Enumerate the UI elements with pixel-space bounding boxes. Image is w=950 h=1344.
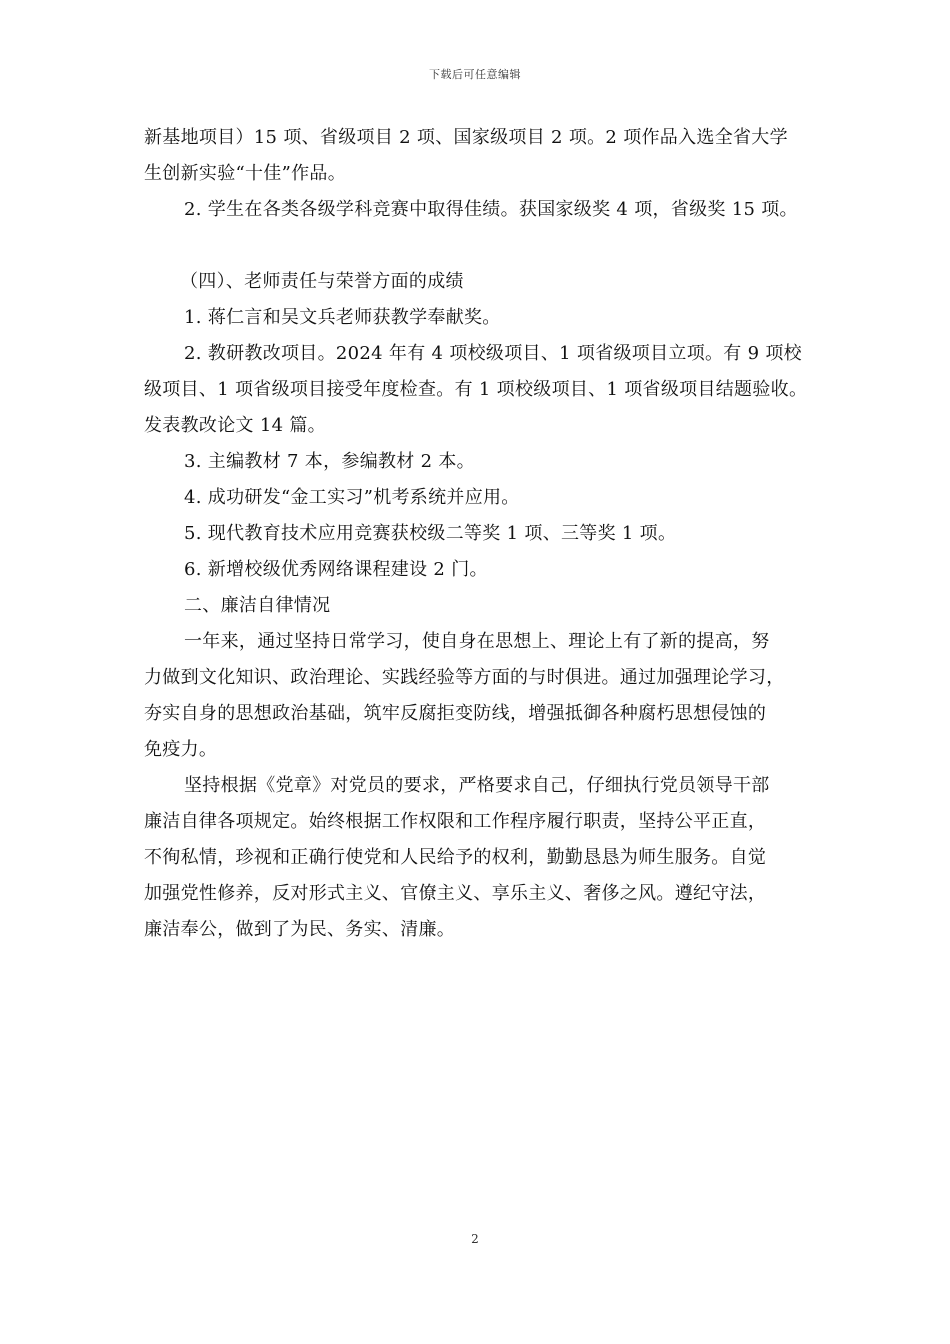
paragraph-line: 不徇私情，珍视和正确行使党和人民给予的权利，勤勤恳恳为师生服务。自觉	[144, 847, 767, 868]
section-heading: 二、廉洁自律情况	[184, 595, 331, 616]
list-item: 5. 现代教育技术应用竞赛获校级二等奖 1 项、三等奖 1 项。	[184, 523, 677, 544]
paragraph-line: 夯实自身的思想政治基础，筑牢反腐拒变防线，增强抵御各种腐朽思想侵蚀的	[144, 703, 767, 724]
paragraph-line: 坚持根据《党章》对党员的要求，严格要求自己，仔细执行党员领导干部	[184, 775, 770, 796]
page-number: 2	[471, 1232, 479, 1246]
paragraph-line: 发表教改论文 14 篇。	[144, 415, 326, 436]
section-heading: （四）、老师责任与荣誉方面的成绩	[180, 271, 464, 292]
blank-line	[144, 228, 812, 264]
list-item: 4. 成功研发“金工实习”机考系统并应用。	[184, 487, 520, 508]
list-item: 1. 蒋仁言和吴文兵老师获教学奉献奖。	[184, 307, 501, 328]
paragraph-line: 一年来，通过坚持日常学习，使自身在思想上、理论上有了新的提高，努	[184, 631, 770, 652]
list-item: 2. 学生在各类各级学科竞赛中取得佳绩。获国家级奖 4 项，省级奖 15 项。	[184, 199, 798, 220]
paragraph-line: 加强党性修养，反对形式主义、官僚主义、享乐主义、奢侈之风。遵纪守法，	[144, 883, 767, 904]
list-item: 6. 新增校级优秀网络课程建设 2 门。	[184, 559, 488, 580]
paragraph-line: 生创新实验“十佳”作品。	[144, 163, 347, 184]
list-item: 3. 主编教材 7 本，参编教材 2 本。	[184, 451, 475, 472]
paragraph-line: 级项目、1 项省级项目接受年度检查。有 1 项校级项目、1 项省级项目结题验收。	[144, 379, 808, 400]
document-body	[144, 120, 812, 948]
paragraph-line: 廉洁奉公，做到了为民、务实、清廉。	[144, 919, 456, 940]
list-item: 2. 教研教改项目。2024 年有 4 项校级项目、1 项省级项目立项。有 9 项校	[184, 343, 802, 364]
paragraph-line: 新基地项目）15 项、省级项目 2 项、国家级项目 2 项。2 项作品入选全省大学	[144, 127, 788, 148]
paragraph-line: 免疫力。	[144, 739, 218, 760]
paragraph-line: 廉洁自律各项规定。始终根据工作权限和工作程序履行职责，坚持公平正直，	[144, 811, 767, 832]
paragraph-line: 力做到文化知识、政治理论、实践经验等方面的与时俱进。通过加强理论学习，	[144, 667, 785, 688]
page-header: 下载后可任意编辑	[429, 68, 521, 81]
